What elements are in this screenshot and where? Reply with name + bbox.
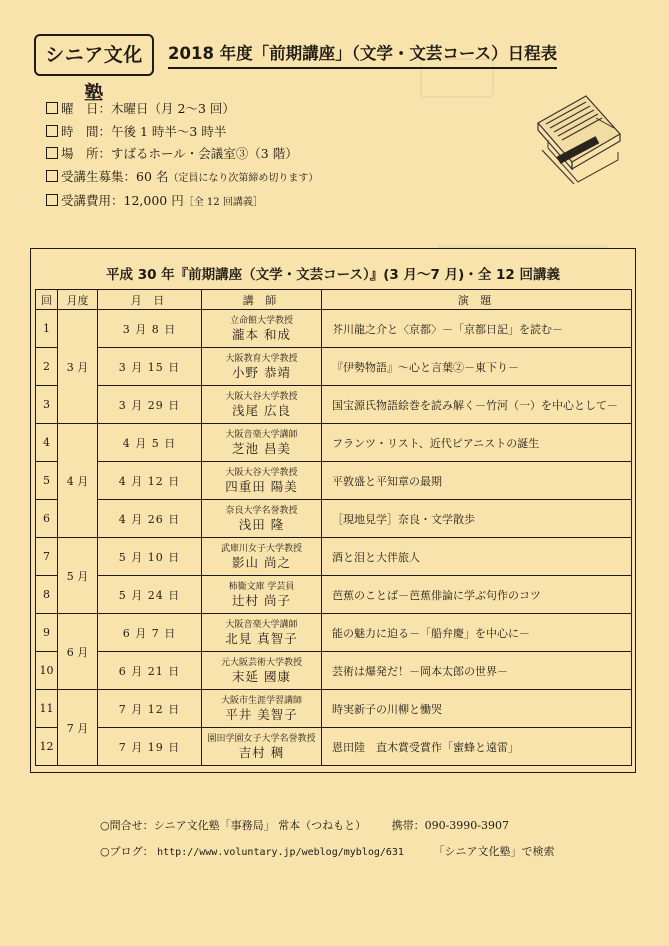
header-no: 回 — [36, 290, 58, 310]
session-topic: ［現地見学］奈良・文学散歩 — [322, 500, 632, 538]
table-row — [36, 576, 632, 614]
lecturer-cell — [202, 538, 322, 576]
lecturer-name: 芝池 昌美 — [232, 441, 291, 456]
session-topic: 平敦盛と平知章の最期 — [322, 462, 632, 500]
info-list — [46, 98, 318, 215]
info-value: 12,000 円 — [123, 193, 184, 208]
session-number: 9 — [36, 614, 58, 652]
lecturer-affiliation: 大阪大谷大学教授 — [225, 468, 298, 478]
session-date: 3 月 29 日 — [98, 386, 202, 424]
info-row-fee — [46, 190, 318, 215]
session-topic: 『伊勢物語』～心と言葉②－東下り－ — [322, 348, 632, 386]
table-row — [36, 310, 632, 348]
session-number: 12 — [36, 728, 58, 766]
session-date: 4 月 12 日 — [98, 462, 202, 500]
session-date: 7 月 19 日 — [98, 728, 202, 766]
footer-blog-label: ○ブログ： — [100, 845, 154, 858]
info-row-time — [46, 121, 318, 144]
lecturer-name: 四重田 陽美 — [225, 479, 298, 494]
lecturer-name: 末延 國康 — [232, 669, 291, 684]
lecturer-name: 瀧本 和成 — [232, 327, 291, 342]
info-note: ［全 12 回講義］ — [183, 197, 263, 208]
info-row-capacity — [46, 166, 318, 191]
header-lecturer: 講 師 — [202, 290, 322, 310]
table-row — [36, 386, 632, 424]
lecturer-affiliation: 園田学園女子大学名誉教授 — [207, 734, 316, 744]
lecturer-name: 浅尾 広良 — [232, 403, 291, 418]
lecturer-affiliation: 柿衞文庫 学芸員 — [228, 582, 295, 592]
session-date: 6 月 7 日 — [98, 614, 202, 652]
checkbox-icon — [46, 125, 58, 137]
lecturer-cell — [202, 690, 322, 728]
session-number: 3 — [36, 386, 58, 424]
book-illustration-icon — [528, 88, 628, 188]
session-number: 4 — [36, 424, 58, 462]
checkbox-icon — [46, 194, 58, 206]
info-label: 曜 日： — [61, 101, 112, 116]
info-value: 60 名 — [136, 168, 169, 184]
session-topic: 芭蕉のことば－芭蕉俳論に学ぶ句作のコツ — [322, 576, 632, 614]
session-number: 6 — [36, 500, 58, 538]
footer-blog-url[interactable]: http://www.voluntary.jp/weblog/myblog/631 — [157, 847, 404, 858]
footer-blog-line — [100, 843, 554, 859]
table-header-row — [36, 290, 632, 310]
info-value: 午後 1 時半～3 時半 — [111, 123, 227, 139]
session-number: 10 — [36, 652, 58, 690]
table-row — [36, 462, 632, 500]
lecturer-cell — [202, 728, 322, 766]
session-date: 5 月 24 日 — [98, 576, 202, 614]
table-row — [36, 348, 632, 386]
info-row-day — [46, 98, 318, 121]
checkbox-icon — [46, 170, 58, 182]
session-date: 3 月 8 日 — [98, 310, 202, 348]
footer-contact-line — [100, 817, 509, 833]
info-row-place — [46, 143, 318, 166]
session-date: 5 月 10 日 — [98, 538, 202, 576]
table-row — [36, 652, 632, 690]
table-row — [36, 500, 632, 538]
lecturer-affiliation: 大阪音楽大学講師 — [225, 620, 298, 630]
session-topic: 酒と泪と大伴旅人 — [322, 538, 632, 576]
lecturer-affiliation: 立命館大学教授 — [229, 316, 293, 326]
lecturer-affiliation: 元大阪芸術大学教授 — [220, 658, 302, 668]
lecturer-cell — [202, 310, 322, 348]
lecturer-affiliation: 武庫川女子大学教授 — [220, 544, 302, 554]
info-value: 木曜日（月 2～3 回） — [111, 101, 235, 116]
session-topic: 芸術は爆発だ！－岡本太郎の世界－ — [322, 652, 632, 690]
month-cell: 5 月 — [58, 538, 98, 614]
month-cell: 3 月 — [58, 310, 98, 424]
table-row — [36, 728, 632, 766]
lecturer-cell — [202, 462, 322, 500]
table-row — [36, 538, 632, 576]
header-month: 月度 — [58, 290, 98, 310]
schedule-table — [35, 289, 632, 766]
lecturer-affiliation: 大阪音楽大学講師 — [225, 430, 298, 440]
lecturer-name: 平井 美智子 — [225, 707, 298, 722]
lecturer-cell — [202, 424, 322, 462]
lecturer-cell — [202, 576, 322, 614]
session-date: 6 月 21 日 — [98, 652, 202, 690]
session-date: 4 月 26 日 — [98, 500, 202, 538]
session-number: 1 — [36, 310, 58, 348]
lecturer-affiliation: 大阪教育大学教授 — [225, 354, 298, 364]
session-topic: 能の魅力に迫る－「船弁慶」を中心に－ — [322, 614, 632, 652]
info-label: 場 所： — [61, 146, 112, 161]
session-date: 7 月 12 日 — [98, 690, 202, 728]
table-row — [36, 614, 632, 652]
lecturer-cell — [202, 614, 322, 652]
session-number: 5 — [36, 462, 58, 500]
bleed-through-decoration — [438, 215, 608, 248]
session-date: 4 月 5 日 — [98, 424, 202, 462]
footer-contact: ○問合せ：シニア文化塾「事務局」 常本（つねもと） — [100, 819, 367, 832]
info-label: 受講費用： — [61, 193, 124, 208]
month-cell: 6 月 — [58, 614, 98, 690]
lecturer-name: 北見 真智子 — [225, 631, 298, 646]
session-number: 2 — [36, 348, 58, 386]
lecturer-affiliation: 大阪市生涯学習講師 — [220, 696, 302, 706]
info-label: 受講生募集： — [61, 168, 137, 184]
lecturer-cell — [202, 500, 322, 538]
info-note: （定員になり次第締め切ります） — [168, 172, 319, 184]
schedule-frame — [30, 248, 636, 773]
lecturer-affiliation: 大阪大谷大学教授 — [225, 392, 298, 402]
lecturer-name: 小野 恭靖 — [232, 365, 291, 380]
checkbox-icon — [46, 102, 58, 114]
info-value: すばるホール・会議室③（3 階） — [111, 146, 298, 161]
lecturer-name: 浅田 隆 — [238, 517, 285, 532]
lecturer-name: 影山 尚之 — [232, 555, 291, 570]
month-cell: 4 月 — [58, 424, 98, 538]
header-topic: 演 題 — [322, 290, 632, 310]
lecturer-name: 辻村 尚子 — [232, 593, 291, 608]
lecturer-name: 吉村 稠 — [238, 745, 285, 760]
checkbox-icon — [46, 147, 58, 159]
info-label: 時 間： — [61, 123, 112, 139]
lecturer-cell — [202, 386, 322, 424]
session-number: 11 — [36, 690, 58, 728]
table-row — [36, 690, 632, 728]
session-topic: フランツ・リスト、近代ピアニストの誕生 — [322, 424, 632, 462]
lecturer-cell — [202, 652, 322, 690]
lecturer-affiliation: 奈良大学名誉教授 — [225, 506, 298, 516]
table-row — [36, 424, 632, 462]
session-number: 7 — [36, 538, 58, 576]
footer-search-hint: 「シニア文化塾」で検索 — [433, 845, 555, 858]
footer-phone: 携帯：090-3990-3907 — [391, 819, 510, 832]
session-date: 3 月 15 日 — [98, 348, 202, 386]
page-title: 2018 年度「前期講座」（文学・文芸コース）日程表 — [168, 40, 557, 69]
header-date: 月 日 — [98, 290, 202, 310]
lecturer-cell — [202, 348, 322, 386]
session-topic: 芥川龍之介と〈京都〉－「京都日記」を読む－ — [322, 310, 632, 348]
month-cell: 7 月 — [58, 690, 98, 766]
schedule-title: 平成 30 年『前期講座（文学・文芸コース）』(3 月～7 月)・全 12 回講義 — [106, 267, 560, 283]
session-number: 8 — [36, 576, 58, 614]
session-topic: 時実新子の川柳と慟哭 — [322, 690, 632, 728]
session-topic: 恩田陸 直木賞受賞作「蜜蜂と遠雷」 — [322, 728, 632, 766]
session-topic: 国宝源氏物語絵巻を読み解く－竹河（一）を中心として－ — [322, 386, 632, 424]
logo: シニア文化塾 — [34, 34, 154, 76]
